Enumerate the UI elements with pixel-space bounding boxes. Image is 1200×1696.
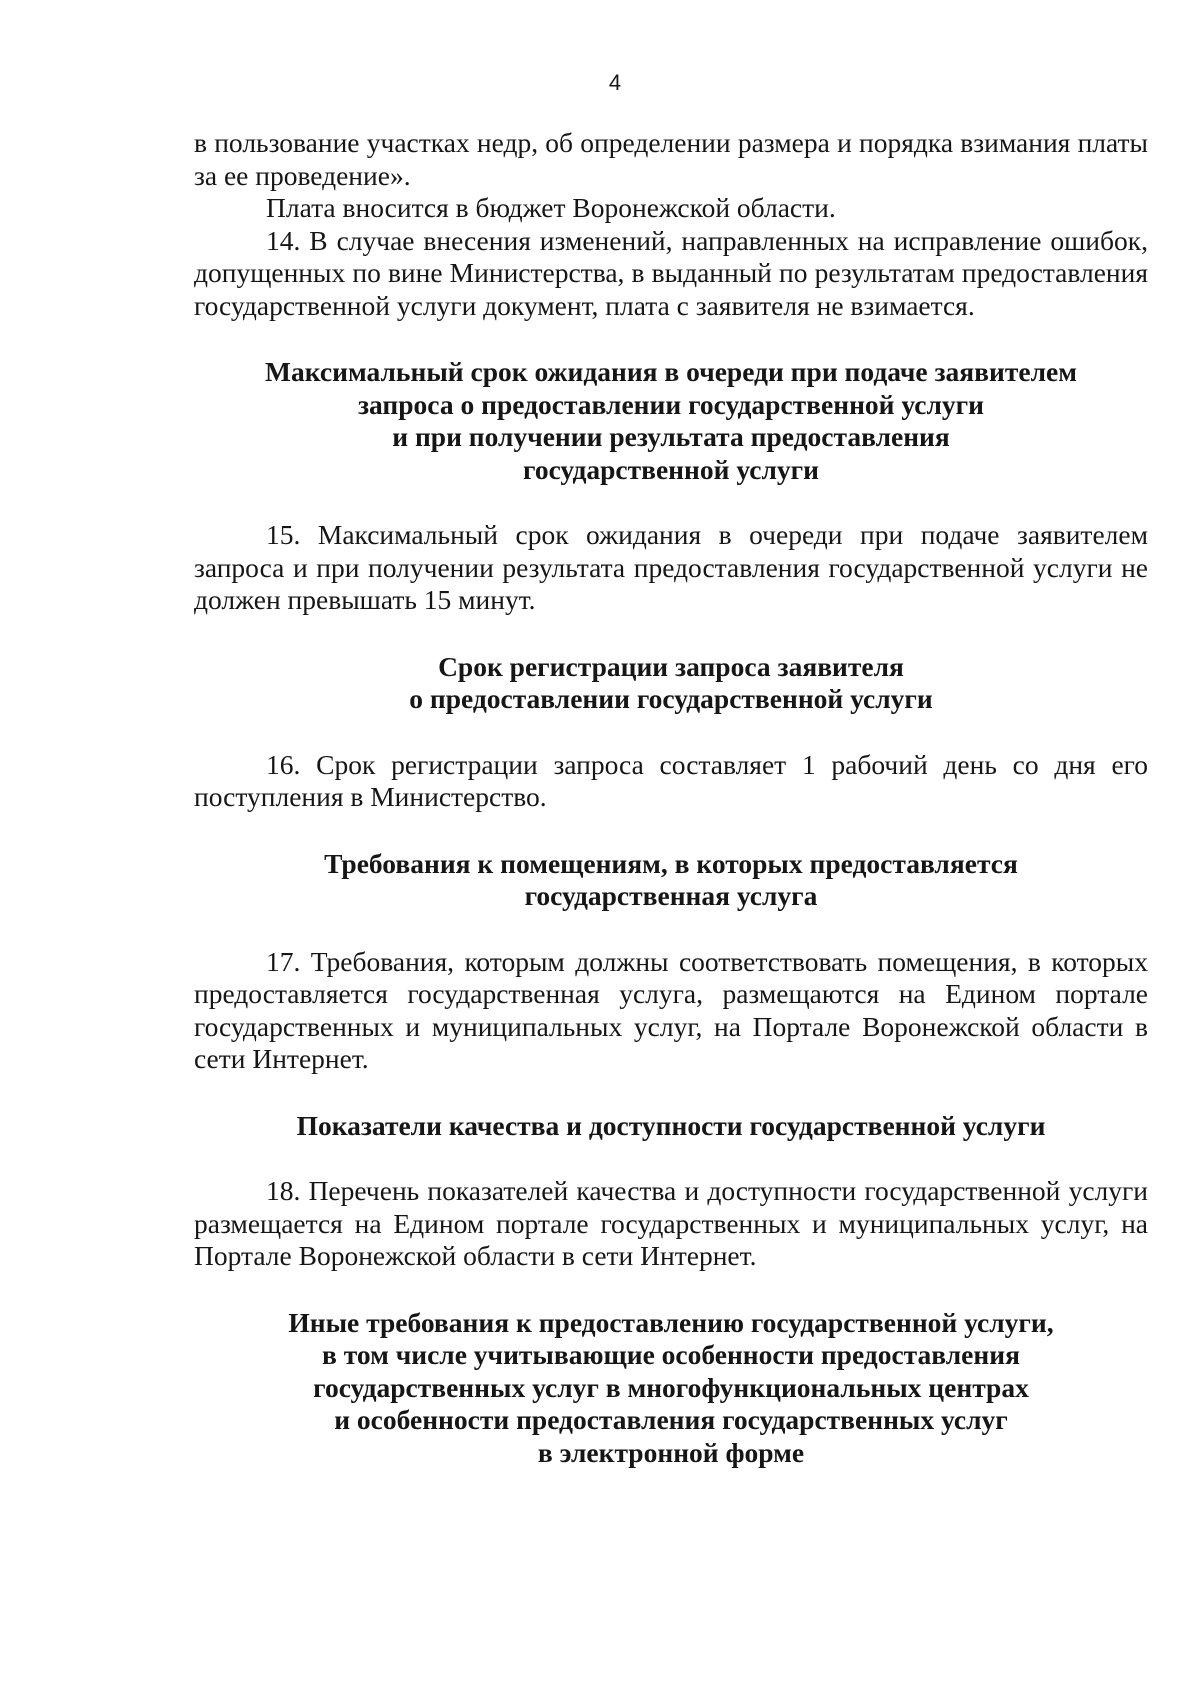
document-body	[194, 127, 1148, 1469]
paragraph-continuation: в пользование участках недр, об определении размера и порядка взимания платы за ее проведение».	[194, 127, 1148, 191]
paragraph-16: 16. Срок регистрации запроса составляет 1 рабочий день со дня его поступления в Министерство.	[194, 748, 1148, 812]
page-number: 4	[608, 70, 622, 95]
paragraph-18: 18. Перечень показателей качества и доступности государственной услуги размещается на Едином портале государственных и муниципальных услуг, на Портале Воронежской области в сети Интернет.	[194, 1175, 1148, 1271]
heading-quality-indicators: Показатели качества и доступности государственной услуги	[296, 1109, 1046, 1141]
heading-registration-term: Срок регистрации запроса заявителя о предоставлении государственной услуги	[409, 650, 933, 714]
paragraph-fee-budget: Плата вносится в бюджет Воронежской области.	[266, 192, 836, 223]
paragraph-15: 15. Максимальный срок ожидания в очереди при подаче заявителем запроса и при получении результата предоставления государственной услуги не должен превышать 15 минут.	[194, 519, 1148, 615]
paragraph-14: 14. В случае внесения изменений, направленных на исправление ошибок, допущенных по вине Министерства, в выданный по результатам предоставления государственной услуги документ, плата с заявителя не взимается.	[194, 224, 1148, 321]
heading-max-wait-time: Максимальный срок ожидания в очереди при подаче заявителем запроса о предоставлении государственной услуги и при получении результата предоставления государственной услуги	[265, 356, 1077, 485]
heading-premises-requirements: Требования к помещениям, в которых предоставляется государственная услуга	[324, 847, 1018, 911]
heading-other-requirements: Иные требования к предоставлению государственной услуги, в том числе учитывающие особенности предоставления государственных услуг в многофункциональных центрах и особенности предоставления государственных услуг в электронной форме	[288, 1306, 1054, 1468]
paragraph-17: 17. Требования, которым должны соответствовать помещения, в которых предоставляется государственная услуга, размещаются на Едином портале государственных и муниципальных услуг, на Портале Воронежской области в сети Интернет.	[194, 945, 1148, 1074]
